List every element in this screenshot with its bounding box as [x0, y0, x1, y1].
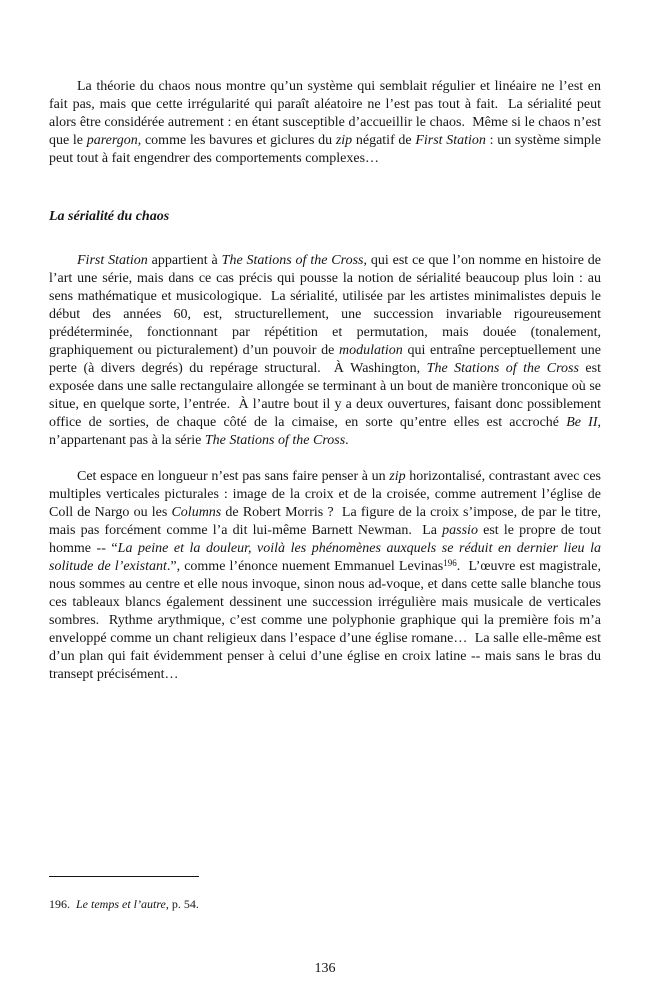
text-segment: est exposée dans une salle rectangulaire allongée se terminant à un bout de manière tronconique où se situe, en quelque sorte, l’entrée. À l’autre bout il y a deux ouvertures, faisant donc possiblement office de sorties, de chaque côté de la cimaise, en sorte qu’entre elles est accroché [49, 361, 601, 430]
text-segment: de Robert Morris ? La figure de la croix s’impose, de par le titre, mais pas forcément comme l’a dit lui-même Barnett Newman. La [49, 505, 601, 538]
text-segment: est le propre de tout homme -- “ [49, 523, 601, 556]
paragraph-cet-espace [49, 468, 601, 684]
text-segment: passio [442, 523, 478, 538]
page-number: 136 [314, 961, 336, 976]
text-segment: zip [389, 469, 406, 484]
text-segment: .”, comme l’énonce nuement Emmanuel Levinas [166, 559, 444, 574]
paragraph-chaos-theory [49, 78, 601, 168]
text-segment: Columns [171, 505, 222, 520]
text-segment: The Stations of the Cross [221, 253, 364, 268]
footnote-196 [49, 897, 601, 912]
text-segment: La théorie du chaos nous montre qu’un système qui semblait régulier et linéaire ne l’est en fait pas, mais que cette irrégularité qui paraît aléatoire ne l’est pas tout à fait. La sérialité peut alors être considérée autrement : en étant susceptible d’accueillir le chaos. Même si le chaos n’est que le [49, 79, 601, 148]
text-segment: : un système simple peut tout à fait engendrer des comportements complexes… [49, 133, 601, 166]
text-segment: , p. 54. [165, 897, 199, 911]
text-segment: parergon [86, 133, 138, 148]
paragraph-stations-of-the-cross [49, 252, 601, 450]
text-segment: . [345, 433, 349, 448]
footnote-divider [49, 876, 199, 877]
text-segment: . L’œuvre est magistrale, nous sommes au centre et elle nous invoque, sinon nous ad-voque, et dans cette salle blanche tous ces tableaux blancs également dessinent une succession irrégulière mais musicale de verticales sombres. Rythme arythmique, c’est comme une polyphonie graphique qui la première fois m’a enveloppé comme un chant religieux dans l’espace d’une église romane… La salle elle-même est d’un plan qui fait évidemment penser à celui d’une église en croix latine -- mais sans le bras du transept précisément… [49, 559, 601, 682]
text-segment: horizontalisé, contrastant avec ces multiples verticales picturales : image de la croix et de la croisée, comme autrement l’église de Coll de Nargo ou les [49, 469, 602, 520]
body-text [49, 78, 601, 684]
text-segment: 196. [49, 897, 76, 911]
text-segment: The Stations of the Cross [204, 433, 346, 448]
text-segment: zip [335, 133, 353, 148]
text-segment: La peine et la douleur, voilà les phénomènes auxquels se réduit en dernier lieu la solitude de l’existant [49, 541, 601, 574]
text-segment: qui entraîne perceptuellement une perte (à divers degrés) du repérage structural. À Washington, [49, 343, 601, 376]
text-segment: First Station [415, 133, 486, 148]
text-segment: Cet espace en longueur n’est pas sans faire penser à un [77, 469, 390, 484]
section-heading-serialite-du-chaos [49, 208, 601, 226]
text-segment: , n’appartenant pas à la série [49, 415, 601, 448]
text-segment: , comme les bavures et giclures du [137, 133, 336, 148]
text-segment: appartient à [147, 253, 222, 268]
footnote-reference: 196 [443, 557, 457, 568]
text-segment: La sérialité du chaos [49, 209, 170, 224]
text-segment: , qui est ce que l’on nomme en histoire de l’art une série, mais dans ce cas précis qui pousse la notion de sérialité beaucoup plus loin : au sens mathématique et musicologique. La sérialité, utilisée par les artistes minimalistes depuis le début des années 60, est, structurellement, une succession invariable rigoureusement prédéterminée, fonctionnant par répétition et permutation, mais douée (tonalement, graphiquement ou picturalement) d’un pouvoir de [49, 253, 602, 358]
text-segment: The Stations of the Cross [426, 361, 579, 376]
text-segment: modulation [339, 343, 403, 358]
text-segment: négatif de [352, 133, 416, 148]
footnote-area [49, 876, 601, 912]
text-segment: First Station [77, 253, 148, 268]
text-segment: Be II [566, 415, 598, 430]
text-segment: Le temps et l’autre [76, 897, 166, 911]
